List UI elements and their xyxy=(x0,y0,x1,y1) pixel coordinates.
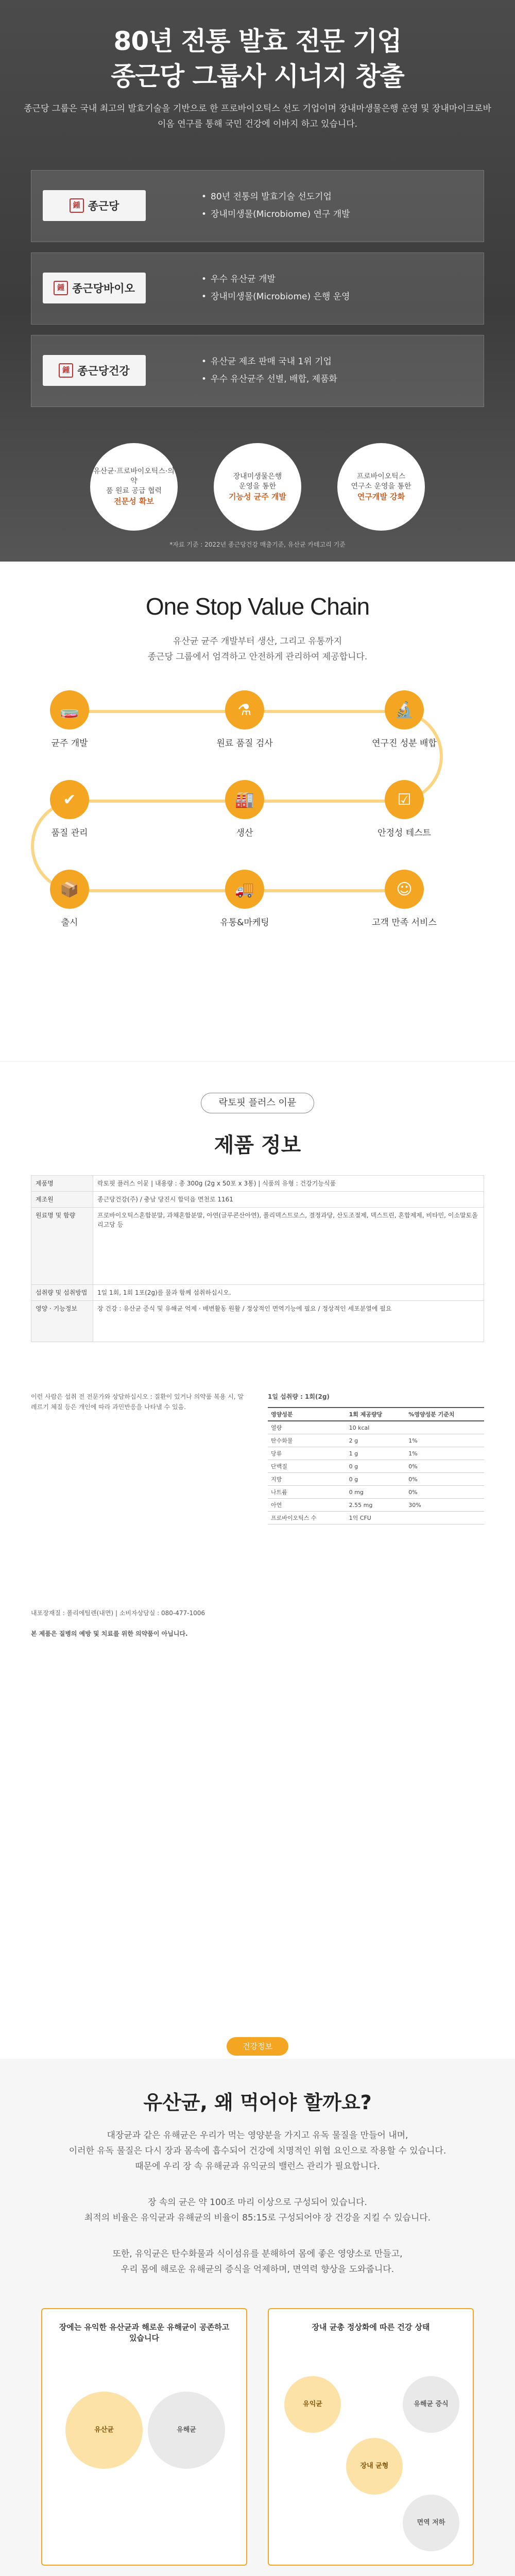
value-chain-subtitle: 유산균 균주 개발부터 생산, 그리고 유통까지 종근당 그룹에서 엄격하고 안전하게 관리하여 제공합니다. xyxy=(147,636,368,662)
health-info-tag: 건강정보 xyxy=(227,2037,288,2056)
company-info: 내포장재질 : 폴리에틸렌(내면) | 소비자상담실 : 080-477-1006 xyxy=(31,1609,205,1617)
product-info-section xyxy=(0,1061,515,2030)
table-row: 지방 0 g 0% xyxy=(268,1473,484,1486)
good-bacteria-bubble: 유산균 xyxy=(65,2392,143,2469)
petri-dish-icon: 🧫 xyxy=(50,690,89,730)
panel-item: • 우수 유산균 개발 xyxy=(201,270,350,288)
hero-intro: 종근당 그룹은 국내 최고의 발효기술을 기반으로 한 프로바이오틱스 선도 기업이며 장내마생물은행 운영 및 장내마이크로바이옴 연구를 통해 국민 건강에 이바지 하고 있습니다. xyxy=(24,104,491,129)
factory-icon: 🏭 xyxy=(225,780,264,819)
product-info-table xyxy=(31,1175,484,1342)
nutrition-title: 1일 섭취량 : 1회(2g) xyxy=(268,1393,330,1400)
synergy-circle-2: 장내미생물은행 운영을 통한 기능성 균주 개발 xyxy=(214,443,301,531)
table-row: 단백질 0 g 0% xyxy=(268,1460,484,1473)
bad-bubble: 면역 저하 xyxy=(403,2495,459,2551)
why-probiotics-section xyxy=(0,2030,515,2576)
table-row: 나트륨 0 mg 0% xyxy=(268,1486,484,1499)
bad-bacteria-bubble: 유해균 xyxy=(148,2392,225,2469)
hero-title-line2: 종근당 그룹사 시너지 창출 xyxy=(111,61,404,91)
balance-box: 장내 균총 정상화에 따른 건강 상태 유익균 장내 균형 유해균 증식 면역 저하 xyxy=(268,2308,474,2566)
synergy-circle-1: 유산균·프로바이오틱스·의약 품 원료 공급 협력 전문성 확보 xyxy=(90,443,178,531)
why-title: 유산균, 왜 먹어야 할까요? xyxy=(143,2091,372,2114)
chain-node-distribution-marketing: 🚚 유통&마케팅 xyxy=(201,870,288,928)
panel-item: • 장내미생물(Microbiome) 연구 개발 xyxy=(201,206,350,223)
panel-item: • 80년 전통의 발효기술 선도기업 xyxy=(201,188,350,206)
seal-icon: 鍾 xyxy=(54,281,68,295)
smile-icon: ☺ xyxy=(385,870,424,909)
hero-title-line1: 80년 전통 발효 전문 기업 xyxy=(113,26,402,56)
value-chain-title: One Stop Value Chain xyxy=(145,593,370,620)
hero-footnote: *자료 기준 : 2022년 종근당건강 매출기준, 유산균 카테고리 기준 xyxy=(169,541,346,548)
nutrition-table xyxy=(268,1407,484,1524)
jongkundang-bio-logo: 鍾 종근당바이오 xyxy=(43,273,146,303)
coexist-box: 장에는 유익한 유산균과 해로운 유해균이 공존하고 있습니다 유산균 유해균 xyxy=(41,2308,247,2566)
seal-icon: 鍾 xyxy=(70,198,84,213)
synergy-circle-3: 프로바이오틱스 연구소 운영을 통한 연구개발 강화 xyxy=(337,443,425,531)
section-ribbon xyxy=(0,2030,515,2059)
seal-icon: 鍾 xyxy=(59,363,73,378)
table-row: 제품명 락토핏 플러스 이뮨 | 내용량 : 총 300g (2g x 50포 x 3통) | 식품의 유형 : 건강기능식품 xyxy=(31,1176,484,1192)
bad-bubble: 유해균 증식 xyxy=(403,2376,459,2433)
chain-node-release: 📦 출시 xyxy=(26,870,113,928)
good-bubble: 장내 균형 xyxy=(346,2438,403,2495)
table-row: 섭취량 및 섭취방법 1일 1회, 1회 1포(2g)를 물과 함께 섭취하십시오. xyxy=(31,1285,484,1301)
chain-node-customer-service: ☺ 고객 만족 서비스 xyxy=(360,870,448,928)
intake-notes: 이런 사람은 섭취 전 전문가와 상담하십시오 : 질환이 있거나 의약품 복용 시, 알레르기 체질 등은 개인에 따라 과민반응을 나타낼 수 있음. xyxy=(31,1393,244,1411)
medicine-warning: 본 제품은 질병의 예방 및 치료를 위한 의약품이 아닙니다. xyxy=(31,1630,188,1637)
why-paragraph-3: 또한, 유익균은 탄수화물과 식이섬유를 분해하여 몸에 좋은 영양소로 만들고, 우리 몸에 해로운 유해균의 증식을 억제하며, 면역력 향상을 도와줍니다. xyxy=(112,2249,403,2275)
company-panel-3 xyxy=(31,335,484,407)
flask-icon: ⚗ xyxy=(225,690,264,730)
company-panel-2 xyxy=(31,252,484,325)
table-row: 열량 10 kcal xyxy=(268,1421,484,1434)
checklist-icon: ☑ xyxy=(385,780,424,819)
truck-icon: 🚚 xyxy=(225,870,264,909)
table-row: 아연 2.55 mg 30% xyxy=(268,1499,484,1512)
microscope-icon: 🔬 xyxy=(385,690,424,730)
jongkundang-health-logo: 鍾 종근당건강 xyxy=(43,355,146,386)
panel-item: • 유산균 제조 판매 국내 1위 기업 xyxy=(201,353,337,370)
synergy-circles xyxy=(0,443,515,531)
product-info-title: 제품 정보 xyxy=(214,1133,301,1157)
jongkundang-logo: 鍾 종근당 xyxy=(43,190,146,221)
hero-section xyxy=(0,0,515,562)
table-row: 영양 · 기능정보 장 건강 : 유산균 증식 및 유해균 억제 · 배변활동 원활 / 정상적인 면역기능에 필요 / 정상적인 세포분열에 필요 xyxy=(31,1301,484,1342)
table-row: 제조원 종근당건강(주) / 충남 당진시 합덕읍 면천로 1161 xyxy=(31,1192,484,1208)
why-paragraph-2: 장 속의 균은 약 100조 마리 이상으로 구성되어 있습니다. 최적의 비율은 유익균과 유해균의 비율이 85:15로 구성되어야 장 건강을 지킬 수 있습니다. xyxy=(84,2197,431,2223)
chain-node-stability-test: ☑ 안정성 테스트 xyxy=(360,780,448,838)
chain-node-ingredient-blending: 🔬 연구진 성분 배합 xyxy=(360,690,448,749)
chain-node-raw-material-inspection: ⚗ 원료 품질 검사 xyxy=(201,690,288,749)
table-row: 탄수화물 2 g 1% xyxy=(268,1434,484,1447)
box-icon: 📦 xyxy=(50,870,89,909)
panel-item: • 우수 유산균주 선별, 배합, 제품화 xyxy=(201,370,337,388)
value-chain-section xyxy=(0,562,515,1061)
panel-item: • 장내미생물(Microbiome) 은행 운영 xyxy=(201,288,350,306)
table-row: 영양성분 1회 제공량당 %영양성분 기준치 xyxy=(268,1408,484,1421)
chain-node-production: 🏭 생산 xyxy=(201,780,288,838)
chain-node-strain-development: 🧫 균주 개발 xyxy=(26,690,113,749)
table-row: 당류 1 g 1% xyxy=(268,1447,484,1460)
product-name-pill: 락토핏 플러스 이뮨 xyxy=(201,1093,314,1113)
table-row: 원료명 및 함량 프로바이오틱스혼합분말, 과채혼합분말, 아연(글루콘산아연), 폴리덱스트로스, 결정과당, 산도조절제, 덱스트린, 혼합제제, 비타민, 이소말토올리고당 등 xyxy=(31,1208,484,1285)
chain-node-quality-control: ✔ 품질 관리 xyxy=(26,780,113,838)
company-panel-1 xyxy=(31,170,484,242)
check-icon: ✔ xyxy=(50,780,89,819)
why-paragraph-1: 대장균과 같은 유해균은 우리가 먹는 영양분을 가지고 유독 물질을 만들어 내며, 이러한 유독 물질은 다시 장과 몸속에 흡수되어 건강에 치명적인 위협 요인으로 작용할 수 있습니다. 때문에 우리 장 속 유해균과 유익균의 밸런스 관리가 필요합니다. xyxy=(68,2130,447,2172)
good-bubble: 유익균 xyxy=(284,2376,341,2433)
table-row: 프로바이오틱스 수 1억 CFU xyxy=(268,1512,484,1524)
